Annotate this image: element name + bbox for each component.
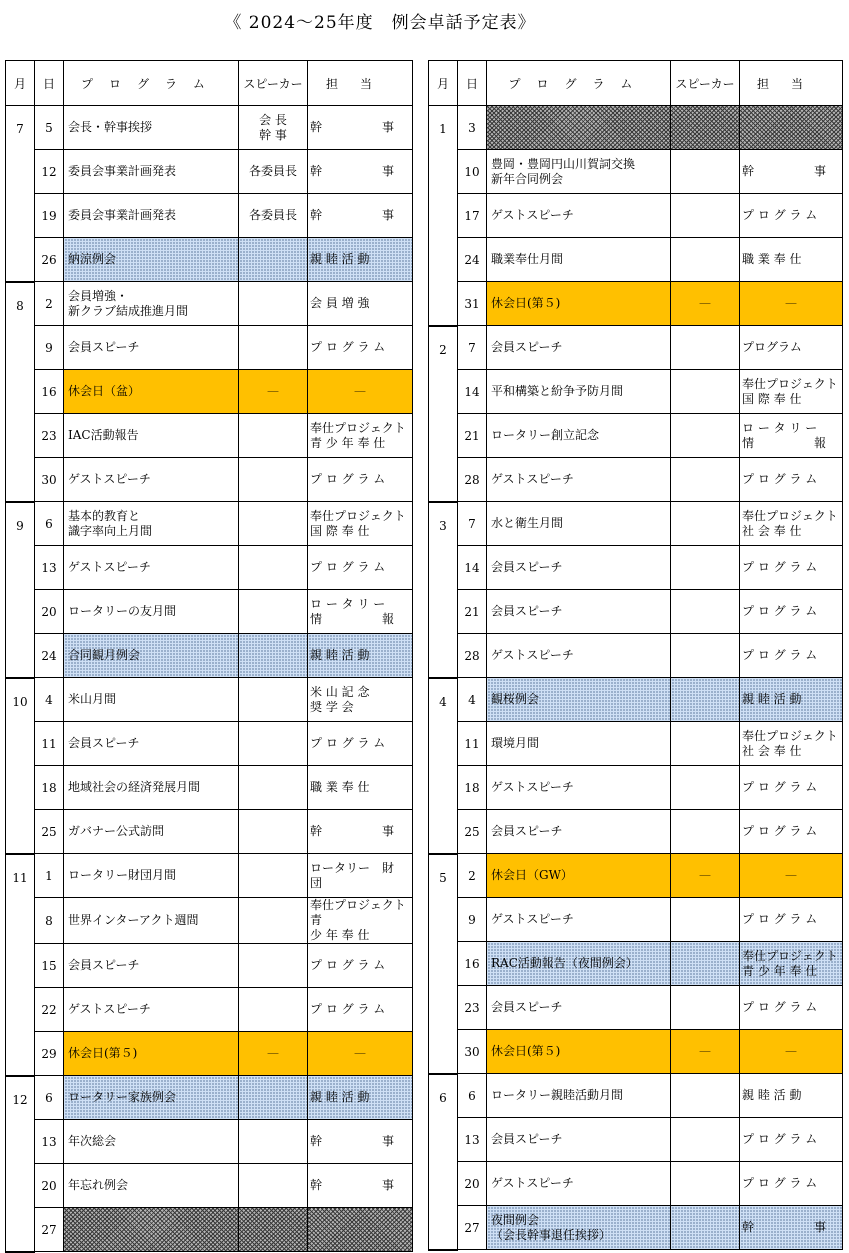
day-cell: 28: [458, 634, 487, 678]
speaker-cell: [671, 678, 740, 722]
tantou-cell: 親 睦 活 動: [740, 1074, 843, 1118]
day-cell: 4: [458, 678, 487, 722]
month-cell: 9: [6, 502, 35, 678]
day-cell: 13: [458, 1118, 487, 1162]
tantou-cell: ロ ー タ リ ー 情 報: [308, 590, 413, 634]
table-row: [6, 502, 413, 546]
speaker-cell: [671, 766, 740, 810]
table-row: [429, 634, 843, 678]
program-cell: ゲストスピーチ: [64, 458, 239, 502]
tantou-cell: 親 睦 活 動: [308, 1076, 413, 1120]
speaker-cell: [671, 370, 740, 414]
program-cell: 休会日（盆）: [64, 370, 239, 414]
day-cell: 8: [35, 898, 64, 944]
speaker-cell: [239, 988, 308, 1032]
program-cell: RAC活動報告（夜間例会）: [487, 942, 671, 986]
speaker-cell: [671, 150, 740, 194]
tantou-cell: —: [740, 282, 843, 326]
day-cell: 9: [35, 326, 64, 370]
tantou-cell: 奉仕プロジェクト 国 際 奉 仕: [308, 502, 413, 546]
tantou-cell: [308, 1208, 413, 1252]
program-cell: 会員スピーチ: [64, 722, 239, 766]
speaker-cell: [239, 590, 308, 634]
day-cell: 28: [458, 458, 487, 502]
tantou-cell: ロータリー 財 団: [308, 854, 413, 898]
day-cell: 24: [35, 634, 64, 678]
speaker-cell: [239, 1076, 308, 1120]
day-cell: 12: [35, 150, 64, 194]
table-row: [429, 898, 843, 942]
program-cell: 会員スピーチ: [487, 590, 671, 634]
program-cell: ゲストスピーチ: [487, 898, 671, 942]
speaker-cell: [671, 106, 740, 150]
speaker-cell: [671, 502, 740, 546]
month-cell: 4: [429, 678, 458, 854]
program-cell: ロータリーの友月間: [64, 590, 239, 634]
table-row: [6, 238, 413, 282]
tantou-cell: 会 員 増 強: [308, 282, 413, 326]
tantou-cell: プ ロ グ ラ ム: [740, 986, 843, 1030]
program-cell: 職業奉仕月間: [487, 238, 671, 282]
speaker-cell: —: [239, 1032, 308, 1076]
header-tantou: 担当: [308, 61, 413, 106]
day-cell: 25: [458, 810, 487, 854]
program-cell: 地域社会の経済発展月間: [64, 766, 239, 810]
table-row: [429, 150, 843, 194]
table-row: [6, 766, 413, 810]
header-program: プログラム: [487, 61, 671, 106]
month-cell: 10: [6, 678, 35, 854]
program-cell: 水と衛生月間: [487, 502, 671, 546]
header-month: 月: [6, 61, 35, 106]
program-cell: ゲストスピーチ: [487, 194, 671, 238]
day-cell: 14: [458, 370, 487, 414]
tantou-cell: —: [740, 854, 843, 898]
program-cell: 会員スピーチ: [487, 1118, 671, 1162]
table-row: [6, 414, 413, 458]
program-cell: 米山月間: [64, 678, 239, 722]
day-cell: 31: [458, 282, 487, 326]
day-cell: 29: [35, 1032, 64, 1076]
table-row: [6, 1208, 413, 1252]
table-row: [6, 458, 413, 502]
speaker-cell: [671, 546, 740, 590]
month-cell: 5: [429, 854, 458, 1074]
program-cell: 会員スピーチ: [487, 546, 671, 590]
day-cell: 1: [35, 854, 64, 898]
speaker-cell: [239, 678, 308, 722]
table-row: [429, 722, 843, 766]
table-row: [6, 1120, 413, 1164]
day-cell: 20: [35, 590, 64, 634]
program-cell: 会長・幹事挨拶: [64, 106, 239, 150]
table-row: [6, 722, 413, 766]
day-cell: 6: [35, 1076, 64, 1120]
tantou-cell: プ ロ グ ラ ム: [740, 590, 843, 634]
day-cell: 13: [35, 546, 64, 590]
tantou-cell: 幹 事: [308, 150, 413, 194]
speaker-cell: [239, 1164, 308, 1208]
header-tantou: 担当: [740, 61, 843, 106]
speaker-cell: —: [671, 282, 740, 326]
table-row: [429, 766, 843, 810]
program-cell: 休会日（GW）: [487, 854, 671, 898]
day-cell: 9: [458, 898, 487, 942]
tantou-cell: ロ ー タ リ ー 情 報: [740, 414, 843, 458]
day-cell: 16: [35, 370, 64, 414]
speaker-cell: [671, 414, 740, 458]
program-cell: 会員スピーチ: [64, 944, 239, 988]
header-program: プログラム: [64, 61, 239, 106]
tantou-cell: プ ロ グ ラ ム: [740, 194, 843, 238]
program-cell: IAC活動報告: [64, 414, 239, 458]
tantou-cell: 幹 事: [308, 106, 413, 150]
tantou-cell: 幹 事: [308, 194, 413, 238]
program-cell: 会員スピーチ: [487, 326, 671, 370]
table-row: [429, 1074, 843, 1118]
speaker-cell: [671, 1118, 740, 1162]
speaker-cell: [239, 326, 308, 370]
table-row: [429, 942, 843, 986]
program-cell: 委員会事業計画発表: [64, 194, 239, 238]
tantou-cell: 職 業 奉 仕: [308, 766, 413, 810]
table-row: [6, 988, 413, 1032]
program-cell: ロータリー家族例会: [64, 1076, 239, 1120]
tantou-cell: 幹 事: [308, 810, 413, 854]
day-cell: 30: [458, 1030, 487, 1074]
speaker-cell: [671, 986, 740, 1030]
table-row: [429, 370, 843, 414]
schedule-table-left: [5, 60, 413, 1253]
table-row: [429, 106, 843, 150]
program-cell: ゲストスピーチ: [487, 766, 671, 810]
speaker-cell: [671, 326, 740, 370]
tantou-cell: 幹 事: [308, 1164, 413, 1208]
day-cell: 13: [35, 1120, 64, 1164]
table-row: [6, 634, 413, 678]
page-title: 《 2024～25年度 例会卓話予定表》: [224, 13, 536, 33]
month-cell: 7: [6, 106, 35, 282]
table-row: [429, 590, 843, 634]
table-row: [6, 326, 413, 370]
table-row: [429, 458, 843, 502]
tantou-cell: プ ロ グ ラ ム: [740, 1162, 843, 1206]
speaker-cell: [239, 502, 308, 546]
program-cell: 休会日(第５): [64, 1032, 239, 1076]
month-cell: 6: [429, 1074, 458, 1250]
speaker-cell: [671, 634, 740, 678]
tantou-cell: プ ロ グ ラ ム: [308, 546, 413, 590]
program-cell: ゲストスピーチ: [64, 988, 239, 1032]
table-row: [429, 854, 843, 898]
header-row: [6, 61, 413, 106]
day-cell: 6: [35, 502, 64, 546]
tantou-cell: 職 業 奉 仕: [740, 238, 843, 282]
program-cell: ガバナー公式訪問: [64, 810, 239, 854]
speaker-cell: [671, 458, 740, 502]
speaker-cell: [239, 810, 308, 854]
tantou-cell: 奉仕プロジェクト 国 際 奉 仕: [740, 370, 843, 414]
schedule-body-left: [6, 106, 413, 1252]
tantou-cell: プログラム: [740, 326, 843, 370]
tantou-cell: プ ロ グ ラ ム: [740, 546, 843, 590]
speaker-cell: 各委員長: [239, 150, 308, 194]
day-cell: 11: [458, 722, 487, 766]
speaker-cell: [239, 238, 308, 282]
tantou-cell: プ ロ グ ラ ム: [308, 326, 413, 370]
program-cell: 平和構築と紛争予防月間: [487, 370, 671, 414]
day-cell: 18: [458, 766, 487, 810]
table-row: [429, 238, 843, 282]
program-cell: 年次総会: [64, 1120, 239, 1164]
day-cell: 16: [458, 942, 487, 986]
program-cell: 休会日(第５): [487, 1030, 671, 1074]
tantou-cell: 奉仕プロジェクト 社 会 奉 仕: [740, 502, 843, 546]
table-row: [6, 1164, 413, 1208]
table-row: [429, 282, 843, 326]
day-cell: 6: [458, 1074, 487, 1118]
speaker-cell: [671, 1206, 740, 1250]
month-cell: 1: [429, 106, 458, 326]
program-cell: [64, 1208, 239, 1252]
tantou-cell: プ ロ グ ラ ム: [308, 944, 413, 988]
tantou-cell: プ ロ グ ラ ム: [308, 722, 413, 766]
day-cell: 7: [458, 502, 487, 546]
speaker-cell: [671, 238, 740, 282]
table-row: [6, 370, 413, 414]
tantou-cell: プ ロ グ ラ ム: [308, 988, 413, 1032]
day-cell: 14: [458, 546, 487, 590]
program-cell: ゲストスピーチ: [487, 1162, 671, 1206]
program-cell: ゲストスピーチ: [487, 634, 671, 678]
program-cell: 基本的教育と 識字率向上月間: [64, 502, 239, 546]
day-cell: 30: [35, 458, 64, 502]
program-cell: 会員スピーチ: [64, 326, 239, 370]
tantou-cell: 幹 事: [308, 1120, 413, 1164]
program-cell: 休会日(第５): [487, 282, 671, 326]
program-cell: ロータリー親睦活動月間: [487, 1074, 671, 1118]
header-speaker: スピーカー: [671, 61, 740, 106]
table-row: [6, 854, 413, 898]
day-cell: 27: [458, 1206, 487, 1250]
day-cell: 10: [458, 150, 487, 194]
day-cell: 19: [35, 194, 64, 238]
table-row: [429, 1030, 843, 1074]
speaker-cell: —: [671, 1030, 740, 1074]
speaker-cell: [239, 458, 308, 502]
day-cell: 2: [35, 282, 64, 326]
tantou-cell: —: [308, 370, 413, 414]
month-cell: 12: [6, 1076, 35, 1252]
tantou-cell: 幹 事: [740, 150, 843, 194]
day-cell: 15: [35, 944, 64, 988]
speaker-cell: [671, 194, 740, 238]
tantou-cell: —: [740, 1030, 843, 1074]
month-cell: 8: [6, 282, 35, 502]
speaker-cell: [239, 1120, 308, 1164]
day-cell: 5: [35, 106, 64, 150]
table-row: [6, 944, 413, 988]
table-row: [6, 810, 413, 854]
day-cell: 3: [458, 106, 487, 150]
day-cell: 18: [35, 766, 64, 810]
table-row: [429, 1118, 843, 1162]
day-cell: 24: [458, 238, 487, 282]
day-cell: 11: [35, 722, 64, 766]
speaker-cell: [239, 282, 308, 326]
program-cell: 会員増強・ 新クラブ結成推進月間: [64, 282, 239, 326]
table-row: [429, 678, 843, 722]
tantou-cell: —: [308, 1032, 413, 1076]
day-cell: 23: [35, 414, 64, 458]
table-row: [429, 1162, 843, 1206]
day-cell: 25: [35, 810, 64, 854]
header-speaker: スピーカー: [239, 61, 308, 106]
tantou-cell: プ ロ グ ラ ム: [308, 458, 413, 502]
tantou-cell: 親 睦 活 動: [740, 678, 843, 722]
table-row: [6, 1076, 413, 1120]
day-cell: 23: [458, 986, 487, 1030]
table-row: [429, 986, 843, 1030]
day-cell: 7: [458, 326, 487, 370]
tantou-cell: 幹 事: [740, 1206, 843, 1250]
program-cell: ロータリー創立記念: [487, 414, 671, 458]
header-day: 日: [458, 61, 487, 106]
schedule-table-right: [428, 60, 843, 1251]
schedule-body-right: [429, 106, 843, 1250]
speaker-cell: [239, 546, 308, 590]
table-row: [429, 326, 843, 370]
day-cell: 22: [35, 988, 64, 1032]
tantou-cell: 奉仕プロジェクト 青 少 年 奉 仕: [308, 414, 413, 458]
day-cell: 20: [35, 1164, 64, 1208]
speaker-cell: [239, 634, 308, 678]
program-cell: 納涼例会: [64, 238, 239, 282]
day-cell: 21: [458, 414, 487, 458]
day-cell: 2: [458, 854, 487, 898]
month-cell: 2: [429, 326, 458, 502]
speaker-cell: [239, 414, 308, 458]
table-row: [429, 414, 843, 458]
speaker-cell: [671, 1162, 740, 1206]
tantou-cell: プ ロ グ ラ ム: [740, 898, 843, 942]
header-row: [429, 61, 843, 106]
table-row: [429, 546, 843, 590]
program-cell: 夜間例会 （会長幹事退任挨拶）: [487, 1206, 671, 1250]
table-row: [6, 590, 413, 634]
program-cell: 世界インターアクト週間: [64, 898, 239, 944]
day-cell: 27: [35, 1208, 64, 1252]
day-cell: 26: [35, 238, 64, 282]
speaker-cell: [239, 722, 308, 766]
tantou-cell: プ ロ グ ラ ム: [740, 458, 843, 502]
table-row: [6, 546, 413, 590]
program-cell: [487, 106, 671, 150]
speaker-cell: [671, 810, 740, 854]
program-cell: ロータリー財団月間: [64, 854, 239, 898]
tantou-cell: 親 睦 活 動: [308, 238, 413, 282]
header-month: 月: [429, 61, 458, 106]
table-row: [6, 898, 413, 944]
day-cell: 17: [458, 194, 487, 238]
program-cell: 合同観月例会: [64, 634, 239, 678]
program-cell: 豊岡・豊岡円山川賀詞交換 新年合同例会: [487, 150, 671, 194]
tantou-cell: プ ロ グ ラ ム: [740, 766, 843, 810]
tantou-cell: プ ロ グ ラ ム: [740, 1118, 843, 1162]
tantou-cell: プ ロ グ ラ ム: [740, 634, 843, 678]
speaker-cell: —: [239, 370, 308, 414]
speaker-cell: [671, 898, 740, 942]
tantou-cell: プ ロ グ ラ ム: [740, 810, 843, 854]
speaker-cell: [239, 1208, 308, 1252]
table-row: [429, 502, 843, 546]
speaker-cell: [239, 944, 308, 988]
program-cell: 年忘れ例会: [64, 1164, 239, 1208]
program-cell: 観桜例会: [487, 678, 671, 722]
table-row: [6, 1032, 413, 1076]
month-cell: 3: [429, 502, 458, 678]
speaker-cell: [239, 854, 308, 898]
program-cell: ゲストスピーチ: [487, 458, 671, 502]
header-day: 日: [35, 61, 64, 106]
program-cell: 環境月間: [487, 722, 671, 766]
tantou-cell: 奉仕プロジェクト 社 会 奉 仕: [740, 722, 843, 766]
speaker-cell: [671, 942, 740, 986]
program-cell: ゲストスピーチ: [64, 546, 239, 590]
table-row: [6, 106, 413, 150]
speaker-cell: 各委員長: [239, 194, 308, 238]
program-cell: 委員会事業計画発表: [64, 150, 239, 194]
table-row: [6, 282, 413, 326]
tantou-cell: 米 山 記 念 奨 学 会: [308, 678, 413, 722]
tantou-cell: 奉仕プロジェクト青 少 年 奉 仕: [308, 898, 413, 944]
program-cell: 会員スピーチ: [487, 986, 671, 1030]
table-row: [429, 1206, 843, 1250]
program-cell: 会員スピーチ: [487, 810, 671, 854]
table-row: [429, 194, 843, 238]
day-cell: 20: [458, 1162, 487, 1206]
tantou-cell: [740, 106, 843, 150]
table-row: [6, 194, 413, 238]
speaker-cell: 会 長 幹 事: [239, 106, 308, 150]
tantou-cell: 奉仕プロジェクト 青 少 年 奉 仕: [740, 942, 843, 986]
table-row: [6, 678, 413, 722]
month-cell: 11: [6, 854, 35, 1076]
tantou-cell: 親 睦 活 動: [308, 634, 413, 678]
day-cell: 21: [458, 590, 487, 634]
day-cell: 4: [35, 678, 64, 722]
speaker-cell: [671, 722, 740, 766]
speaker-cell: [671, 590, 740, 634]
speaker-cell: [239, 766, 308, 810]
speaker-cell: [239, 898, 308, 944]
table-row: [429, 810, 843, 854]
speaker-cell: [671, 1074, 740, 1118]
speaker-cell: —: [671, 854, 740, 898]
table-row: [6, 150, 413, 194]
